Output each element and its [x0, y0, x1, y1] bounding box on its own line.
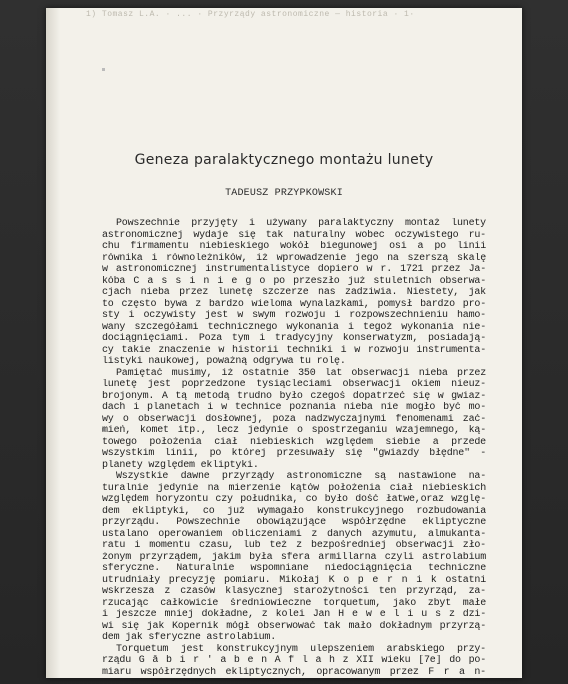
- body-line: wszystkim linii, po której przesuwały się "gwiazdy błędne" -: [102, 448, 486, 459]
- body-line: Torquetum jest konstrukcyjnym ulepszeniem arabskiego przy-: [116, 643, 486, 655]
- body-line: rządu G ā b i r ' a b e n A f l a h z XII wieku [7e] do po-: [102, 655, 486, 666]
- body-line: dociągnięciami. Poza tym i tradycyjny konserwatyzm, posiadają-: [102, 333, 486, 344]
- body-line: miaru współrzędnych ekliptycznych, opracowanym przez F r a n-: [102, 666, 486, 678]
- body-line: mień, komet itp., lecz jedynie o spostrzeganiu wzajemnego, ką-: [102, 425, 486, 436]
- body-line: dem jak sferyczne astrolabium.: [102, 632, 277, 643]
- body-line: dach i planetach i w technice poznania nieba nie mogło być mo-: [102, 402, 486, 413]
- body-line: cy takie znaczenie w historii techniki i w rozwoju instrumenta-: [102, 344, 486, 356]
- article-author: TADEUSZ PRZYPKOWSKI: [225, 188, 343, 199]
- body-line: wy o obserwacji dosłownej, poza nadzwyczajnymi fenomenami zać-: [102, 413, 486, 425]
- body-line: sferyczne. Naturalnie wspomniane niedociągnięcia techniczne: [102, 563, 486, 574]
- body-line: cjach nieba przez lunetę szczerze nas zadziwia. Niestety, jak: [102, 287, 486, 298]
- body-line: równika i równoleżników, iż wprowadzenie jego na szerszą skalę: [102, 252, 486, 264]
- page-mark: [102, 68, 105, 71]
- article-body: [102, 218, 486, 678]
- body-line: ustalano operowaniem obliczeniami z danych azymutu, almukanta-: [102, 528, 486, 540]
- body-line: listyki naukowej, poważną odgrywa tu rolę.: [102, 356, 346, 367]
- body-line: Wszystkie dawne przyrządy astronomiczne są nastawione na-: [116, 471, 486, 482]
- body-line: astronomicznej wydaje się tak naturalny wobec oczywistego ru-: [102, 229, 486, 241]
- body-line: ratu i momentu czasu, lub też z bezpośredniej obserwacji zło-: [102, 540, 486, 551]
- body-line: rzucając całkowicie średniowieczne torquetum, jako zbyt małe: [102, 597, 486, 609]
- body-line: to często bywa z bardzo wieloma wynalazkami, pomysł bardzo pro-: [102, 298, 486, 310]
- body-line: turalnie jedynie na mierzenie kątów położenia ciał niebieskich: [102, 482, 486, 494]
- running-head: 1) Tomasz L.A. · ... · Przyrządy astronomiczne — historia · 1·: [86, 10, 415, 19]
- body-line: brojonym. A tą metodą trudno było czegoś dopatrzeć się w gwiaz-: [102, 390, 486, 402]
- body-line: chu firmamentu niebieskiego wokół biegunowej osi a po linii: [102, 241, 486, 252]
- body-line: towego położenia ciał niebieskich względem siebie a przede: [102, 436, 486, 448]
- body-line: żonym przyrządem, jakim była sfera armillarna czyli astrolabium: [102, 551, 486, 563]
- article-title: Geneza paralaktycznego montażu lunety: [134, 152, 434, 168]
- body-line: przyrządu. Powszechnie obowiązujące współrzędne ekliptyczne: [102, 517, 486, 528]
- document-page: [46, 8, 522, 678]
- body-line: i jeszcze mniej dokładne, z kolei Jan H e w e l i u s z dzi-: [102, 609, 486, 620]
- body-line: w astronomicznej instrumentalistyce dopiero w r. 1721 przez Ja-: [102, 264, 486, 275]
- body-line: Powszechnie przyjęty i używany paralaktyczny montaż lunety: [116, 218, 486, 229]
- body-line: kóba C a s s i n i e g o po przeszło już stuletnich obserwa-: [102, 275, 486, 287]
- body-line: dem ekliptyki, co już wymagało konstrukcyjnego rozbudowania: [102, 505, 486, 517]
- body-line: lunetę jest poprzedzone tysiącleciami obserwacji okiem nieuz-: [102, 379, 486, 390]
- body-line: wi się jak Kopernik mógł obserwować tak mało dokładnym przyrzą-: [102, 620, 486, 632]
- body-line: sty i oczywisty jest w swym rozwoju i rozpowszechnieniu hamo-: [102, 310, 486, 321]
- body-line: wskrzesza z czasów klasycznej starożytności ten przyrząd, za-: [102, 586, 486, 597]
- body-line: Pamiętać musimy, iż ostatnie 350 lat obserwacji nieba przez: [116, 367, 486, 379]
- body-line: względem horyzontu czy południka, co było dość łatwe,oraz wzglę-: [102, 494, 486, 505]
- body-line: planety względem ekliptyki.: [102, 459, 259, 471]
- body-line: utrudniały precyzję pomiaru. Mikołaj K o p e r n i k ostatni: [102, 574, 486, 586]
- body-line: wany szczegółami technicznego wykonania i tegoż wykonania nie-: [102, 321, 486, 333]
